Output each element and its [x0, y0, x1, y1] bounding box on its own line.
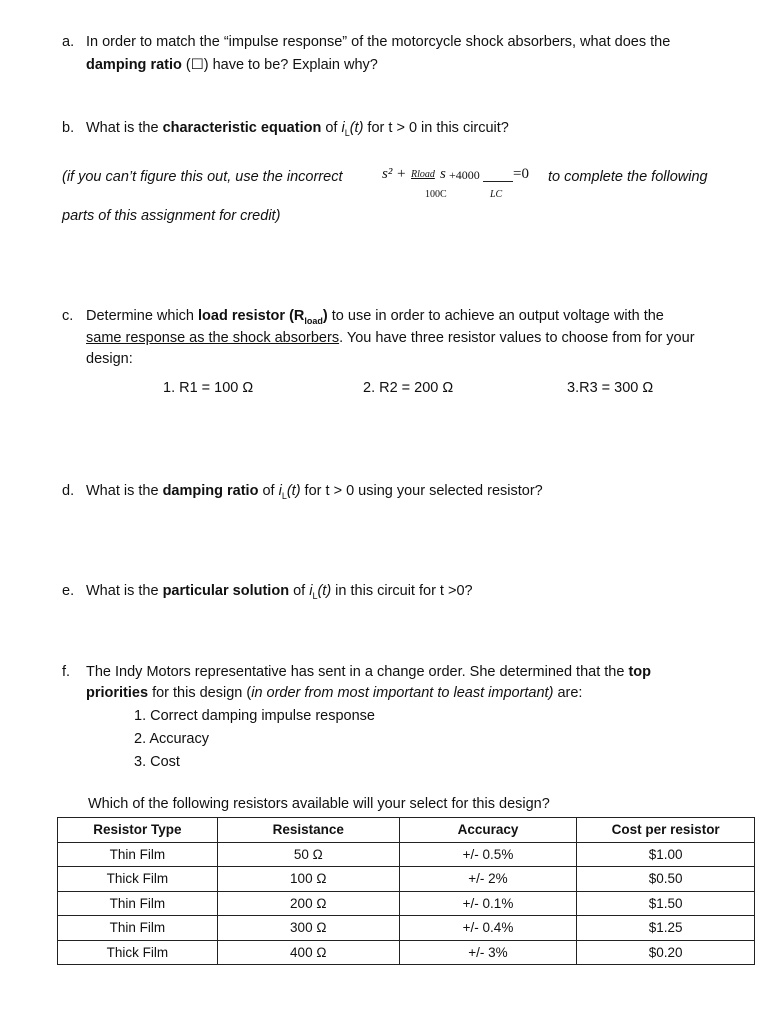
question-a-line1: In order to match the “impulse response” of the motorcycle shock absorbers, what does the — [86, 34, 671, 50]
cell-type: Thin Film — [58, 842, 218, 867]
question-d-mid: of — [258, 483, 279, 499]
cell-resistance: 300 Ω — [217, 916, 399, 941]
question-b-hint-line2 — [62, 206, 280, 227]
question-b-text — [86, 118, 509, 144]
cell-accuracy: +/- 0.1% — [399, 891, 577, 916]
cell-accuracy: +/- 2% — [399, 867, 577, 892]
cell-type: Thin Film — [58, 916, 218, 941]
equation-den2: LC — [490, 189, 503, 200]
question-a-rest: (☐) have to be? Explain why? — [181, 57, 378, 73]
cell-cost: $1.25 — [577, 916, 755, 941]
question-b-func: i — [341, 120, 345, 136]
hint-line2-text: parts of this assignment for credit) — [62, 208, 281, 224]
question-f-line1 — [86, 662, 651, 683]
question-e-bold: particular solution — [162, 583, 290, 599]
question-b-marker: b. — [62, 120, 75, 136]
question-c-bold: load resistor (R — [198, 308, 305, 324]
question-a-bold: damping ratio — [86, 57, 182, 73]
priority-item-2: 2. Accuracy — [134, 731, 209, 747]
question-e-mid: of — [289, 583, 310, 599]
equation-s: s — [440, 166, 446, 182]
cell-cost: $1.00 — [577, 842, 755, 867]
resistor-option-1: 1. R1 = 100 Ω — [163, 380, 254, 396]
question-d-func: i — [278, 483, 282, 499]
question-e-text — [86, 581, 473, 607]
cell-accuracy: +/- 0.4% — [399, 916, 577, 941]
equation-plus: +4000 — [449, 168, 480, 182]
cell-resistance: 200 Ω — [217, 891, 399, 916]
question-e-pre: What is the — [86, 583, 163, 599]
question-c-bold-sub: load — [304, 315, 323, 326]
equation-s2: s² + — [382, 166, 407, 182]
cell-cost: $0.20 — [577, 940, 755, 965]
question-e-sub: L — [312, 590, 318, 601]
question-f-line2-post: are: — [553, 685, 583, 701]
question-b-mid: of — [321, 120, 342, 136]
question-d-text — [86, 481, 543, 507]
question-f-selection: Which of the following resistors available will your select for this design? — [88, 796, 550, 812]
resistor-option-3: 3.R3 = 300 Ω — [567, 380, 654, 396]
priority-item-3: 3. Cost — [134, 754, 180, 770]
question-e-marker: e. — [62, 583, 75, 599]
question-f-line2 — [86, 683, 582, 704]
hint-post-text: to complete the following — [548, 169, 708, 185]
question-d-marker: d. — [62, 483, 75, 499]
resistor-option-2: 2. R2 = 200 Ω — [363, 380, 454, 396]
question-d-post: for t > 0 using your selected resistor? — [300, 483, 543, 499]
question-d-sub: L — [281, 490, 287, 501]
question-e-post: in this circuit for t >0? — [331, 583, 473, 599]
question-c-line3: design: — [86, 351, 133, 367]
question-c-bold-end: ) — [322, 308, 328, 324]
cell-accuracy: +/- 3% — [399, 940, 577, 965]
header-resistor-type: Resistor Type — [58, 818, 218, 843]
question-b-post: for t > 0 in this circuit? — [363, 120, 509, 136]
table-row — [58, 842, 755, 867]
question-b-pre: What is the — [86, 120, 163, 136]
question-d-pre: What is the — [86, 483, 163, 499]
question-b-bold: characteristic equation — [162, 120, 322, 136]
cell-resistance: 400 Ω — [217, 940, 399, 965]
question-c-marker: c. — [62, 308, 74, 324]
header-accuracy: Accuracy — [399, 818, 577, 843]
question-f-line2-mid: for this design ( — [148, 685, 252, 701]
question-f-marker: f. — [62, 664, 71, 680]
question-c-underline: same response as the shock absorbers — [86, 330, 340, 346]
header-cost: Cost per resistor — [577, 818, 755, 843]
question-f-line2-bold: priorities — [86, 685, 149, 701]
question-a-marker: a. — [62, 34, 75, 50]
table-header-row — [58, 818, 755, 843]
equation-fraction-bar — [483, 181, 513, 182]
question-c-line2-post: . You have three resistor values to choose from for your — [339, 330, 695, 346]
table-row — [58, 940, 755, 965]
question-b-hint-pre — [62, 167, 342, 188]
cell-type: Thick Film — [58, 940, 218, 965]
priority-item-1: 1. Correct damping impulse response — [134, 708, 375, 724]
equation-den1: 100C — [425, 189, 447, 200]
question-b-hint-post — [548, 167, 708, 188]
question-c-pre: Determine which — [86, 308, 199, 324]
question-f-line1-bold: top — [628, 664, 652, 680]
question-e-t: (t) — [317, 583, 332, 599]
question-f-line2-italic: in order from most important to least important) — [251, 685, 554, 701]
table-row — [58, 891, 755, 916]
equation-eq: =0 — [513, 166, 529, 182]
resistor-table — [57, 817, 755, 965]
cell-type: Thin Film — [58, 891, 218, 916]
question-f-line1-pre: The Indy Motors representative has sent in a change order. She determined that the — [86, 664, 629, 680]
cell-type: Thick Film — [58, 867, 218, 892]
question-c-line2 — [86, 328, 695, 349]
table-row — [58, 867, 755, 892]
question-e-func: i — [309, 583, 313, 599]
cell-accuracy: +/- 0.5% — [399, 842, 577, 867]
question-b-t: (t) — [349, 120, 364, 136]
question-b-sub: L — [344, 127, 350, 138]
cell-resistance: 100 Ω — [217, 867, 399, 892]
cell-cost: $1.50 — [577, 891, 755, 916]
question-d-t: (t) — [286, 483, 301, 499]
cell-cost: $0.50 — [577, 867, 755, 892]
equation-rload: Rload — [411, 169, 435, 180]
cell-resistance: 50 Ω — [217, 842, 399, 867]
header-resistance: Resistance — [217, 818, 399, 843]
question-c-post: to use in order to achieve an output voltage with the — [327, 308, 664, 324]
hint-pre-text: (if you can’t figure this out, use the incorrect — [62, 169, 343, 185]
question-d-bold: damping ratio — [162, 483, 259, 499]
question-a-line2 — [86, 55, 378, 76]
table-row — [58, 916, 755, 941]
